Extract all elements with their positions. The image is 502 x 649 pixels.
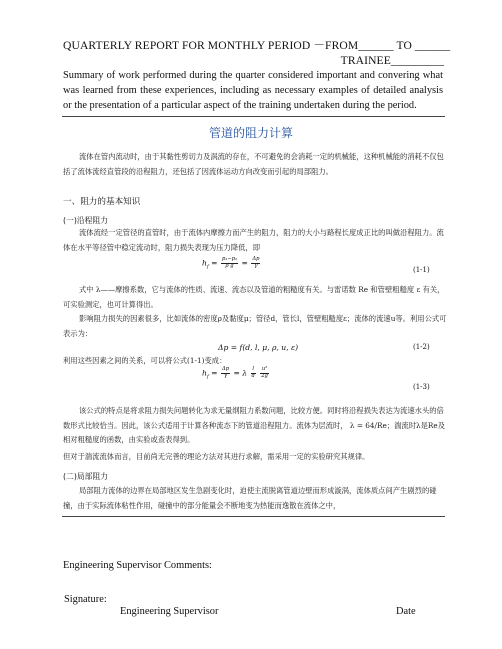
subheading-friction-resistance: (一)沿程阻力	[63, 216, 109, 225]
section-heading-basics: 一、阻力的基本知识	[63, 197, 141, 207]
subheading-local-resistance: (二)局部阻力	[63, 472, 109, 481]
paragraph-formula-characteristics: 该公式的特点是将求阻力损失问题转化为求无量纲阻力系数问题，比较方便。同时将沿程损失表达为流速水头的倍数形式比较恰当。因此，该公式适用于计算各种流态下的管道沿程阻力。流体为层流时， λ = 64/Re；湍流时λ是Re及相对粗糙度的函数，由实验或查表得到。	[63, 406, 446, 445]
date-label: Date	[396, 606, 416, 617]
summary-instructions: Summary of work performed during the quarter considered important and convering what was learned from these experiences, including as necessary examples of detailed analysis or the presentation of a particular aspect of the training undertaken during the period.	[63, 70, 443, 111]
paragraph-friction-definition: 流体流经一定管径的直管时，由于流体内摩擦力而产生的阻力，阻力的大小与路程长度成正比的叫做沿程阻力。流体在水平等径管中稳定流动时，阻力损失表现为压力降低，即	[63, 228, 444, 252]
paragraph-influencing-factors: 影响阻力损失的因素很多，比如流体的密度ρ及黏度μ；管径d，管长l，管壁粗糙度ε；流体的流速u等。利用公式可表示为：	[63, 314, 447, 338]
equation-number-1-3: (1-3)	[413, 383, 430, 391]
intro-paragraph: 流体在管内流动时，由于其黏性剪切力及涡流的存在，不可避免的会消耗一定的机械能，这种机械能的消耗不仅包括了流体流经直管段的沿程阻力，还包括了因流体运动方向改变而引起的局部阻力。	[63, 152, 444, 176]
engineering-supervisor-label: Engineering Supervisor	[120, 606, 219, 617]
report-header-trainee: TRAINEE_________	[340, 54, 444, 67]
header-divider	[62, 116, 445, 117]
paragraph-turbulent-note: 但对于湍流流体而言，目前尚无完善的理论方法对其进行求解，需采用一定的实验研究其规律。	[63, 452, 370, 461]
equation-1-2: Δp = f(d, l, μ, ρ, u, ε)	[218, 343, 299, 352]
supervisor-comments-label: Engineering Supervisor Comments:	[63, 560, 212, 571]
signature-label: Signature:	[64, 594, 107, 605]
equation-1-1: $h_f$ = $\frac{\text{p₁−p₂}}{\text{ρ g}}$ = $\frac{\Delta p}{\gamma}$	[202, 256, 260, 270]
equation-1-3: $h_f$ = $\frac{\Delta p}{\gamma}$ = λ $\frac{l}{d}$ $\frac{\text{u²}}{2g}$	[202, 366, 268, 380]
article-title: 管道的阻力计算	[208, 126, 293, 140]
report-header-period: QUARTERLY REPORT FOR MONTHLY PERIOD －FROM______ TO ______	[63, 39, 451, 52]
equation-number-1-2: (1-2)	[413, 343, 430, 351]
paragraph-friction-coefficient: 式中 λ——摩擦系数，它与流体的性质、流速、流态以及管道的粗糙度有关。与雷诺数 Re 和管壁粗糙度 ε 有关，可实验测定，也可计算得出。	[63, 285, 445, 309]
article-bottom-divider	[62, 516, 445, 517]
paragraph-transform-note: 利用这些因素之间的关系，可以将公式(1-1)变成：	[63, 356, 227, 365]
equation-number-1-1: (1-1)	[413, 266, 430, 274]
paragraph-local-resistance: 局部阻力流体的边界在局部地区发生急剧变化时，迫使主流脱离管道边壁而形成漩涡，流体质点间产生剧烈的碰撞，由于实际流体粘性作用，碰撞中的部分能量会不断地变为热能而逸散在流体之中，	[63, 486, 437, 510]
